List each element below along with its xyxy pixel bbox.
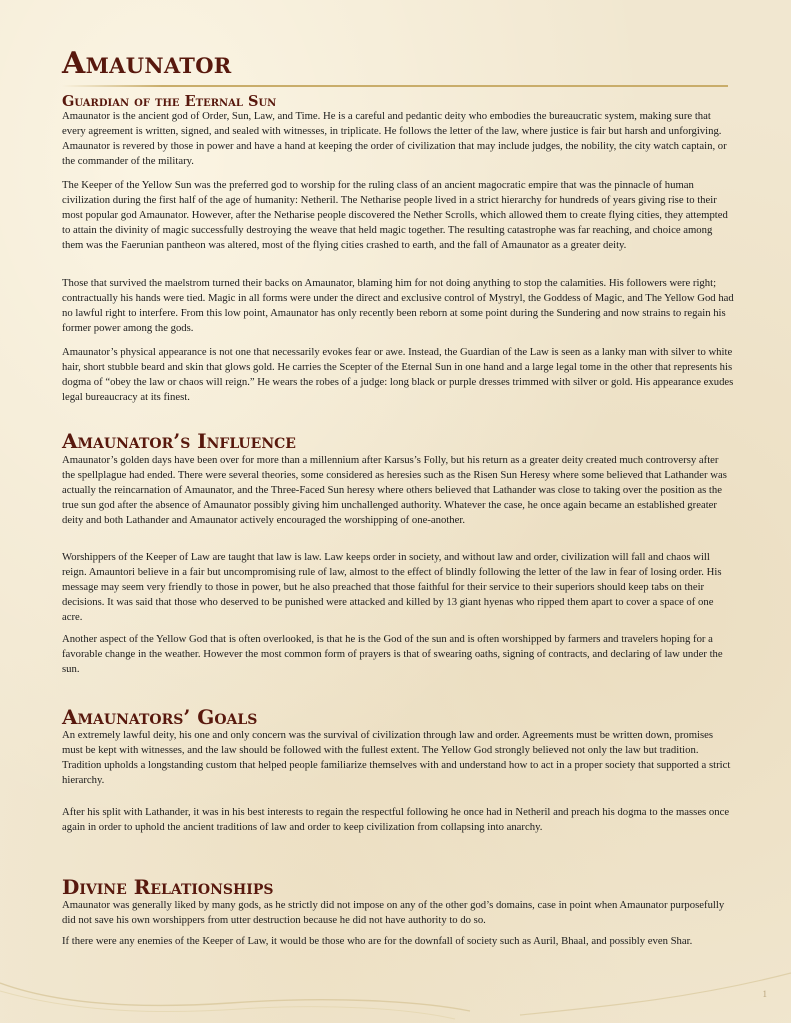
section-heading-guardian: Guardian of the Eternal Sun [62,93,277,110]
paragraph: If there were any enemies of the Keeper of Law, it would be those who are for the downfall of society such as Auril, Bhaal, and possibly even Shar. [62,935,693,947]
paragraph: After his split with Lathander, it was in his best interests to regain the respectful following he once had in Netheril and preach his dogma to the masses once again in order to uphold the ancient traditions of law and order to keep civilization from collapsing into anarchy. [62,806,730,833]
page-number: 1 [762,989,767,999]
paragraph: Worshippers of the Keeper of Law are taught that law is law. Law keeps order in society, and without law and order, civilization will fall and chaos will reign. Amauntori believe in a fair but uncompromising rule of law, almost to the effect of blindly following the letter of the law in fear of losing order. His message may seem very friendly to those in power, but he also preached that those faithful for their service to their superiors should keep tabs on their decisions. It was said that those who deserved to be punished were attacked and killed by 13 giant hyenas who ripped them apart to cover a space of one acre. [62,551,722,623]
paragraph: Amaunator’s physical appearance is not one that necessarily evokes fear or awe. Instead, the Guardian of the Law is seen as a lanky man with silver to white hair, short stubble beard and skin that glows gold. He carries the Scepter of the Eternal Sun in one hand and a large legal tome in the other that represents his dogma of “obey the law or chaos will reign.” He wears the robes of a judge: long black or purple dresses trimmed with silver or gold. His appearance exudes legal bureaucracy at its finest. [62,346,734,403]
section-heading-influence: Amaunator’s Influence [62,429,296,453]
paragraph: Amaunator is the ancient god of Order, Sun, Law, and Time. He is a careful and pedantic deity who embodies the bureaucratic system, making sure that every agreement is written, signed, and sealed with witnesses, in triplicate. He follows the letter of the law, where justice is fair but harsh and unforgiving. Amaunator is revered by those in power and have a hand at keeping the order of civilization that may include judges, the nobility, the city watch captain, or the commander of the military. [62,110,727,167]
paragraph: The Keeper of the Yellow Sun was the preferred god to worship for the ruling class of an ancient magocratic empire that was the pinnacle of human civilization during the first half of the age of humanity: Netheril. The Netharise people lived in a strict hierarchy for hundreds of years giving rise to their most popular god Amaunator. However, after the Netharise people discovered the Nether Scrolls, which allowed them to create flying cities, they attempted to attain the divinity of magic successfully destroying the weave that held magic together. The resulting catastrophe was far reaching, and choice among them was the Faerunian pantheon was altered, most of the flying cities crashed to earth, and the fall of Amaunator as a greater deity. [62,179,728,251]
paragraph: An extremely lawful deity, his one and only concern was the survival of civilization through law and order. Agreements must be written down, promises must be kept with witnesses, and the law should be followed with the fullest extent. The Yellow God strongly believed not only the law but tradition. Tradition upholds a longstanding custom that helped people familiarize themselves with and understand how to act in a proper society that supported a strict hierarchy. [62,729,731,786]
section-heading-relationships: Divine Relationships [62,875,274,899]
section-heading-goals: Amaunators’ Goals [62,705,258,729]
paragraph: Those that survived the maelstrom turned their backs on Amaunator, blaming him for not doing anything to stop the calamities. His followers were right; contractually his hands were tied. Magic in all forms were under the direct and exclusive control of Mystryl, the Goddess of Magic, and The Yellow God had no lawful right to interfere. From this low point, Amaunator has only recently been reborn at some point during the Sundering and now strains to regain his former power among the gods. [62,277,734,334]
footer-ornament [0,953,791,1023]
paragraph: Amaunator was generally liked by many gods, as he strictly did not impose on any of the other god’s domains, case in point when Amaunator purposefully did not save his own worshippers from utter destruction because he did not have authority to do so. [62,899,725,926]
paragraph: Amaunator’s golden days have been over for more than a millennium after Karsus’s Folly, but his return as a greater deity created much controversy after the spellplague had ended. There were several theories, some considered as heresies such as the Risen Sun Heresy where some believed that Lathander was actually the reincarnation of Amaunator, and the Three-Faced Sun heresy where others believed that Lathander was close to taking over the position as the true sun god after the absence of Amaunator possibly giving him unchallenged authority. Whatever the case, he once again became an established greater deity and both Lathander and Amaunator actively encouraged the worshipping of one-another. [62,454,727,526]
title-underline [62,85,728,87]
paragraph: Another aspect of the Yellow God that is often overlooked, is that he is the God of the sun and is often worshipped by farmers and travelers hoping for a favorable change in the weather. However the most common form of prayers is that of swearing oaths, signing of contracts, and declaring of law under the sun. [62,633,723,675]
page-title: Amaunator [62,46,232,81]
